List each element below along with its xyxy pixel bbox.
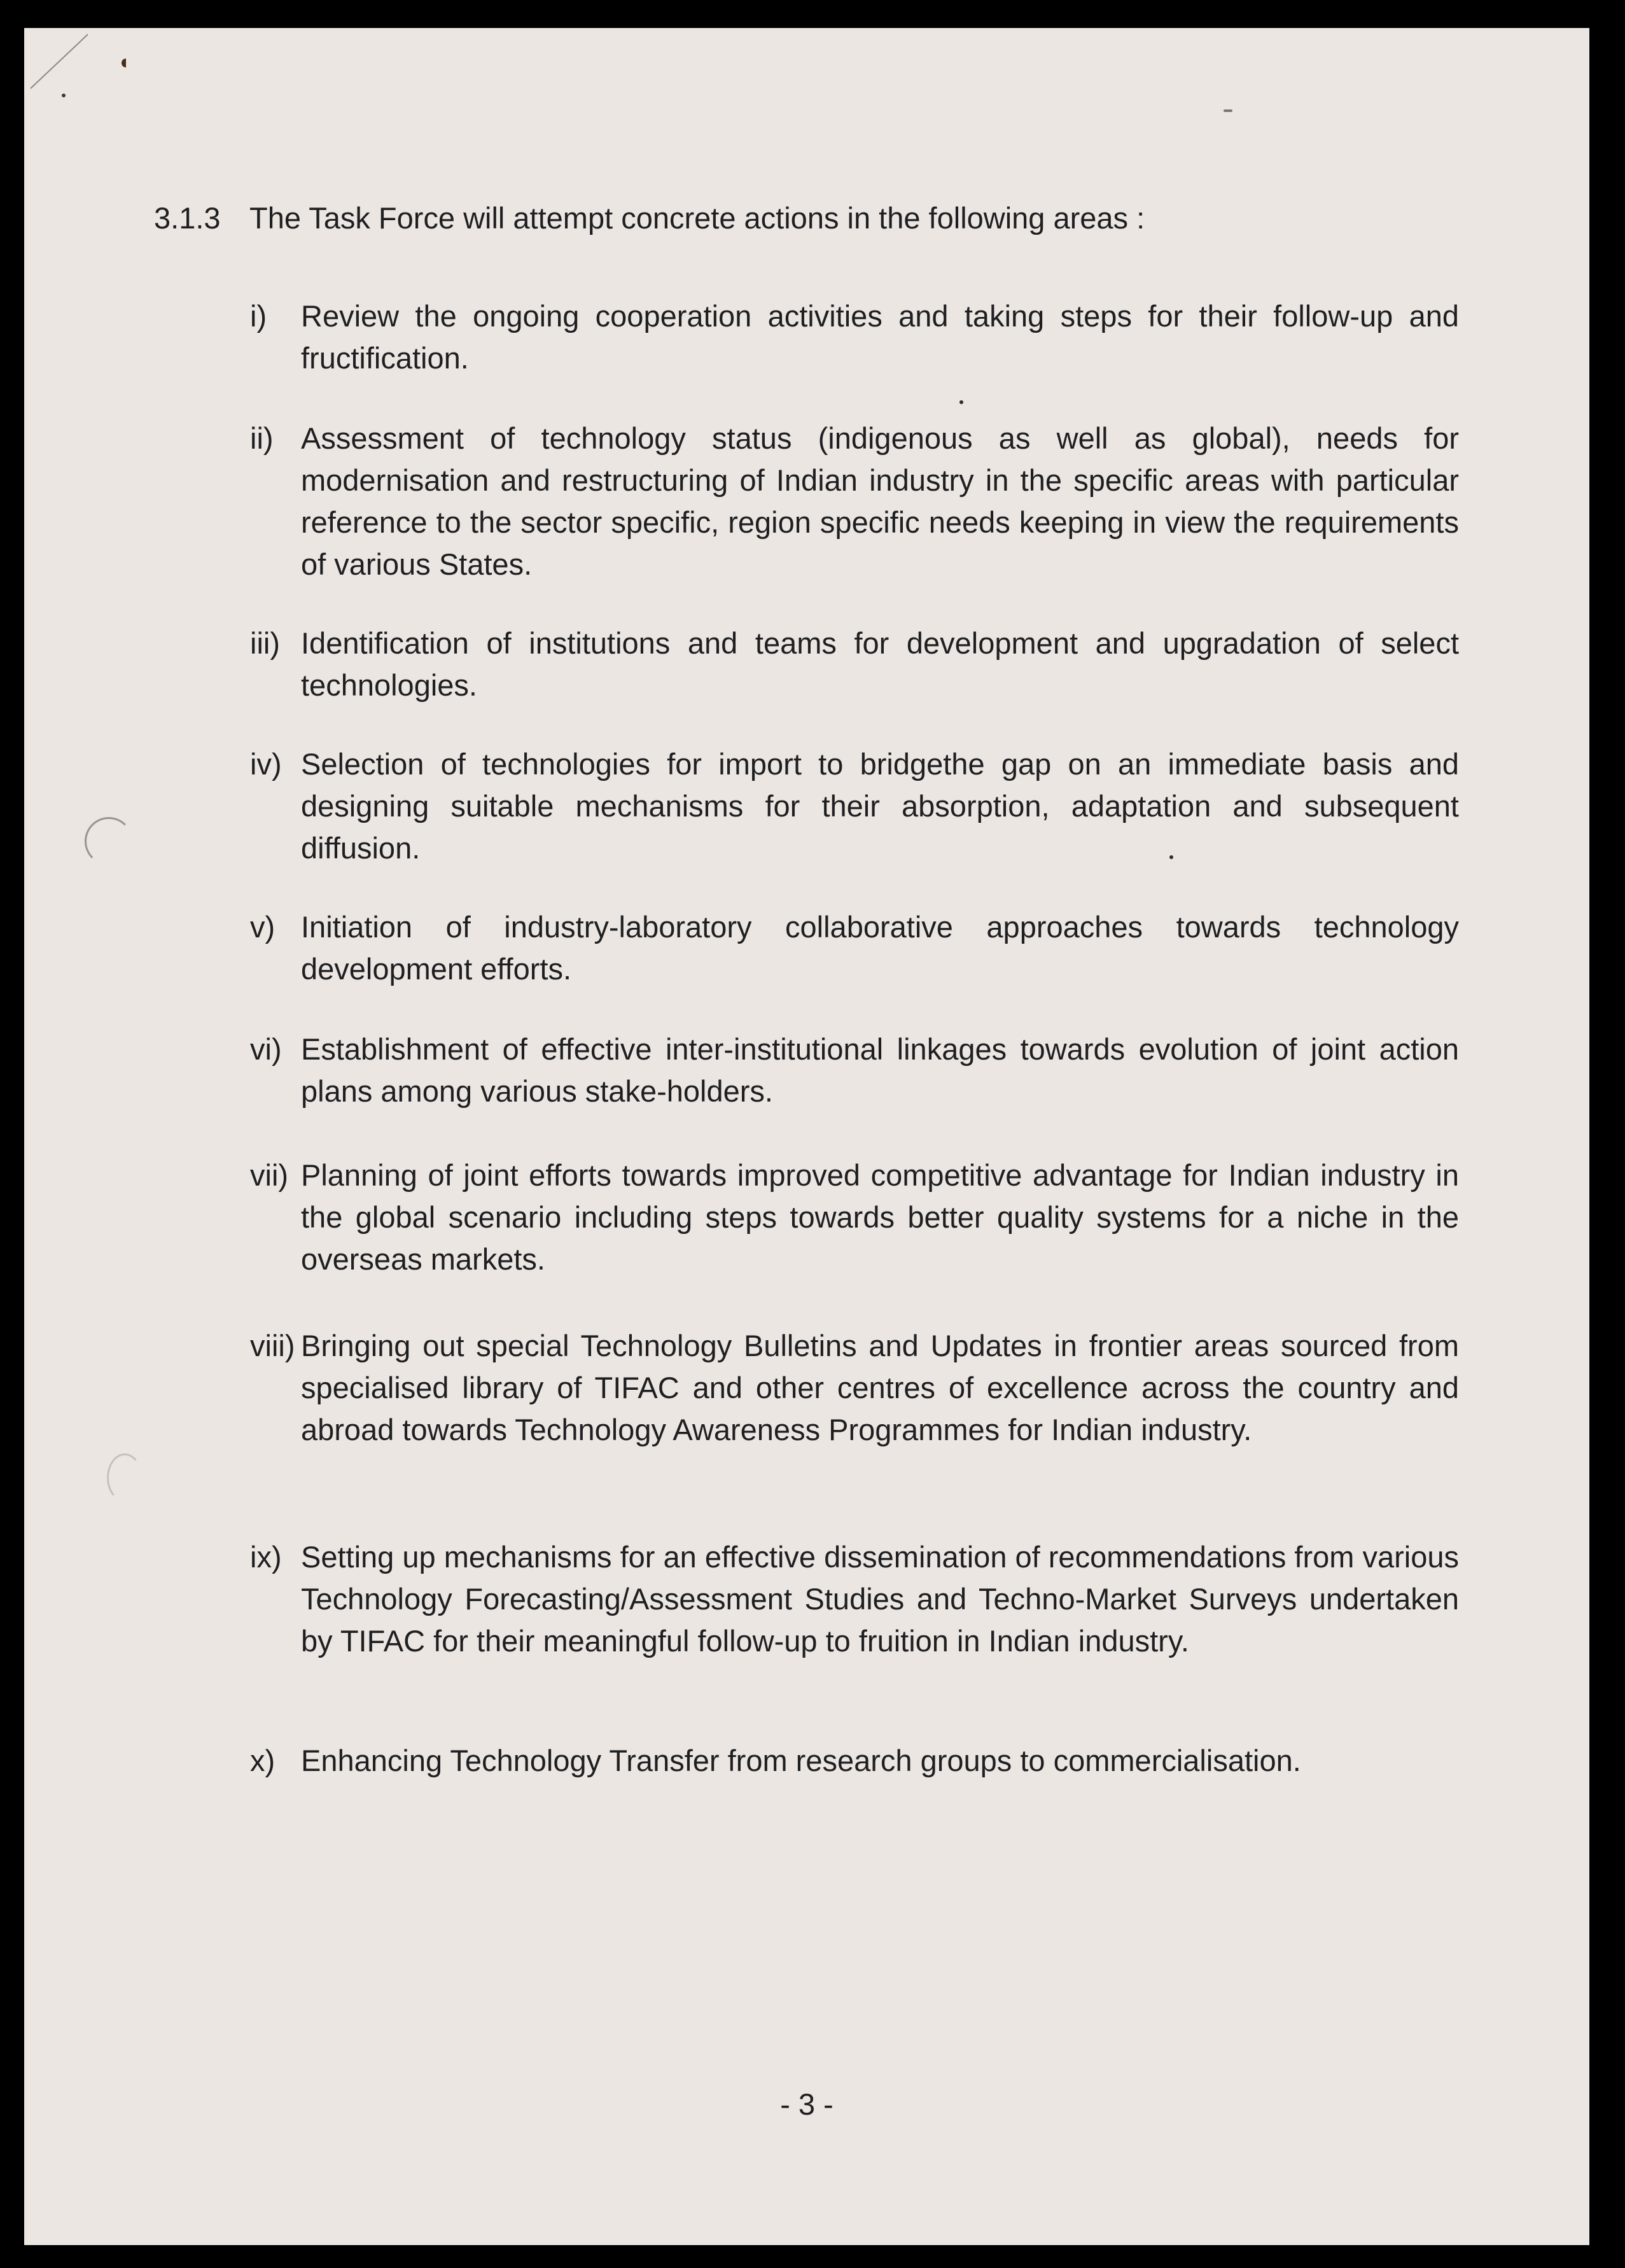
list-marker: x) xyxy=(250,1744,275,1777)
list-item xyxy=(250,1740,1459,1782)
list-item xyxy=(250,417,1459,585)
list-marker: iv) xyxy=(250,747,282,781)
list-marker: vi) xyxy=(250,1032,282,1066)
page-number: - 3 - xyxy=(780,2087,833,2121)
list-item-text: Selection of technologies for import to bridgethe gap on an immediate basis and designing suitable mechanisms for their absorption, adaptation and subsequent diffusion. xyxy=(301,747,1459,865)
list-item xyxy=(250,743,1459,869)
punch-hole-mark-faint xyxy=(107,1453,143,1502)
list-marker: vii) xyxy=(250,1158,289,1192)
list-item xyxy=(250,295,1459,379)
list-item xyxy=(250,1028,1459,1112)
list-marker: ix) xyxy=(250,1540,282,1574)
list-item-text: Planning of joint efforts towards improved competitive advantage for Indian industry in the global scenario including steps towards better quality systems for a niche in the overseas markets. xyxy=(301,1158,1459,1276)
list-item-text: Establishment of effective inter-institutional linkages towards evolution of joint action plans among various stake-holders. xyxy=(301,1032,1459,1108)
list-item xyxy=(250,1154,1459,1280)
list-item-text: Assessment of technology status (indigenous as well as global), needs for modernisation and restructuring of Indian industry in the specific areas with particular reference to the sector specific, region specific needs keeping in view the requirements of various States. xyxy=(301,421,1459,581)
document-page xyxy=(24,28,1589,2245)
list-item-text: Identification of institutions and teams for development and upgradation of select technologies. xyxy=(301,626,1459,702)
list-item-text: Initiation of industry-laboratory collaborative approaches towards technology development efforts. xyxy=(301,910,1459,986)
ink-speck xyxy=(1224,109,1232,112)
section-intro-text: The Task Force will attempt concrete actions in the following areas : xyxy=(249,201,1145,235)
list-item xyxy=(250,1536,1459,1662)
list-item xyxy=(250,1325,1459,1451)
list-item-text: Review the ongoing cooperation activities and taking steps for their follow-up and fructification. xyxy=(301,299,1459,375)
corner-fold-mark xyxy=(24,28,126,104)
list-item-text: Enhancing Technology Transfer from research groups to commercialisation. xyxy=(301,1744,1301,1777)
list-item-text: Setting up mechanisms for an effective dissemination of recommendations from various Technology Forecasting/Assessment Studies and Techno-Market Surveys undertaken by TIFAC for their meaningful follow-up to fruition in Indian industry. xyxy=(301,1540,1459,1658)
section-intro xyxy=(154,197,1145,239)
list-item xyxy=(250,622,1459,706)
list-marker: ii) xyxy=(250,421,274,455)
list-marker: i) xyxy=(250,299,267,333)
section-number: 3.1.3 xyxy=(154,201,221,235)
list-item-text: Bringing out special Technology Bulletins and Updates in frontier areas sourced from specialised library of TIFAC and other centres of excellence across the country and abroad towards Technology Awareness Programmes for Indian industry. xyxy=(301,1329,1459,1446)
list-item xyxy=(250,906,1459,990)
list-marker: iii) xyxy=(250,626,280,660)
ink-speck xyxy=(959,400,963,404)
list-marker: viii) xyxy=(250,1329,295,1362)
punch-hole-mark xyxy=(85,817,133,865)
list-marker: v) xyxy=(250,910,275,944)
